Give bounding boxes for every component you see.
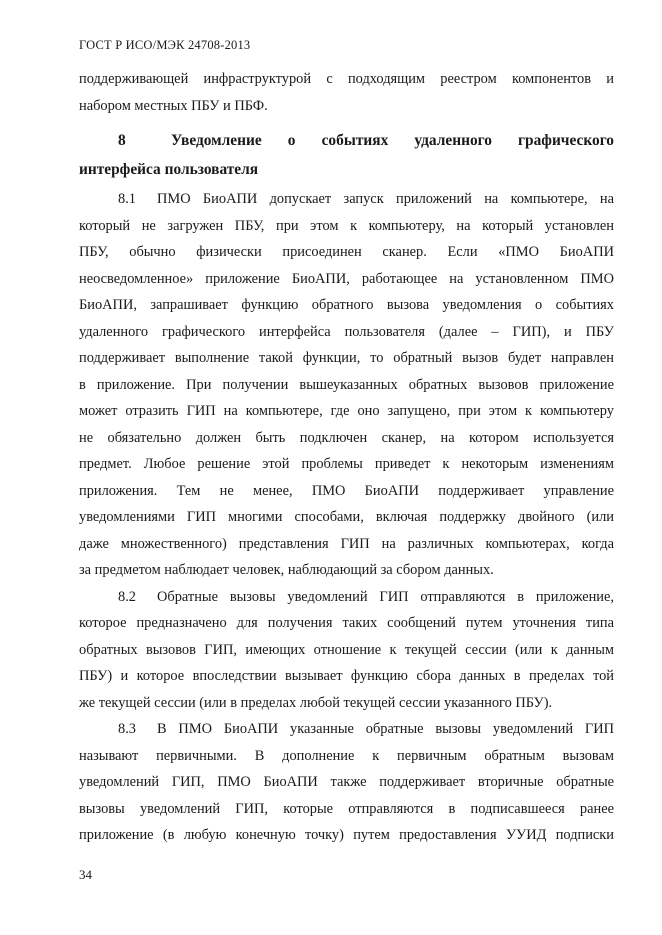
text-line: которое предназначено для получения таких сообщений путем уточнения типа xyxy=(79,615,614,631)
text-line: даже множественного) представления ГИП на различных компьютерах, когда xyxy=(79,535,614,552)
text-line: удаленного графического интерфейса пользователя (далее – ГИП), и ПБУ xyxy=(79,323,614,340)
text-line: БиоАПИ, запрашивает функцию обратного вызова уведомления о событиях xyxy=(79,297,614,313)
paragraph-text: Обратные вызовы уведомлений ГИП отправляются в приложение, xyxy=(157,588,614,605)
text-line: предмет. Любое решение этой проблемы приведет к некоторым изменениям xyxy=(79,456,614,472)
section-title-part: Уведомление о событиях удаленного графического xyxy=(171,132,614,149)
text-line: за предметом наблюдает человек, наблюдающий за сбором данных. xyxy=(79,562,494,578)
text-line: ПБУ) и которое впоследствии вызывает функцию сбора данных в пределах той xyxy=(79,668,614,684)
paragraph-first-line xyxy=(79,186,614,213)
text-line: приложения. Тем не менее, ПМО БиоАПИ поддерживает управление xyxy=(79,482,614,499)
text-line: обратных вызовов ГИП, имеющих отношение к текущей сессии (или к данным xyxy=(79,641,614,658)
page-body xyxy=(79,66,614,849)
section-heading-line xyxy=(79,126,614,155)
paragraph-number: 8.1 xyxy=(118,191,136,207)
section-number: 8 xyxy=(118,132,126,149)
text-line: не обязательно должен быть подключен сканер, на котором используется xyxy=(79,429,614,446)
paragraph-first-line xyxy=(79,584,614,611)
text-line: приложение (в любую конечную точку) путем предоставления УУИД подписки xyxy=(79,827,614,843)
text-line: может отразить ГИП на компьютере, где оно запущено, при этом к компьютеру xyxy=(79,403,614,419)
text-line: называют первичными. В дополнение к первичным обратным вызовам xyxy=(79,747,614,764)
text-line: в приложение. При получении вышеуказанных обратных вызовов приложение xyxy=(79,376,614,393)
text-line: уведомлений ГИП, ПМО БиоАПИ также поддерживает вторичные обратные xyxy=(79,774,614,790)
text-line: неосведомленное» приложение БиоАПИ, работающее на установленном ПМО xyxy=(79,270,614,287)
paragraph-text: ПМО БиоАПИ допускает запуск приложений на компьютере, на xyxy=(157,191,614,207)
text-line: который не загружен ПБУ, при этом к компьютеру, на который установлен xyxy=(79,217,614,234)
text-line: уведомлениями ГИП многими способами, включая поддержку двойного (или xyxy=(79,509,614,525)
paragraph-number: 8.3 xyxy=(118,721,136,737)
paragraph-text: В ПМО БиоАПИ указанные обратные вызовы уведомлений ГИП xyxy=(157,721,614,737)
document-header: ГОСТ Р ИСО/МЭК 24708-2013 xyxy=(79,38,251,52)
text-line: же текущей сессии (или в пределах любой текущей сессии указанного ПБУ). xyxy=(79,694,553,711)
page-number: 34 xyxy=(79,867,92,882)
paragraph-number: 8.2 xyxy=(118,588,136,605)
text-line: набором местных ПБУ и ПБФ. xyxy=(79,97,268,114)
text-line: поддерживающей инфраструктурой с подходящим реестром компонентов и xyxy=(79,71,614,87)
text-line: ПБУ, обычно физически присоединен сканер. Если «ПМО БиоАПИ xyxy=(79,244,614,260)
section-heading xyxy=(79,126,614,184)
paragraph-first-line xyxy=(79,716,614,743)
text-line: вызовы уведомлений ГИП, которые отправляются в подписавшееся ранее xyxy=(79,800,614,817)
section-heading-line: интерфейса пользователя xyxy=(79,161,259,178)
text-line: поддерживает выполнение такой функции, то обратный вызов будет направлен xyxy=(79,350,614,366)
